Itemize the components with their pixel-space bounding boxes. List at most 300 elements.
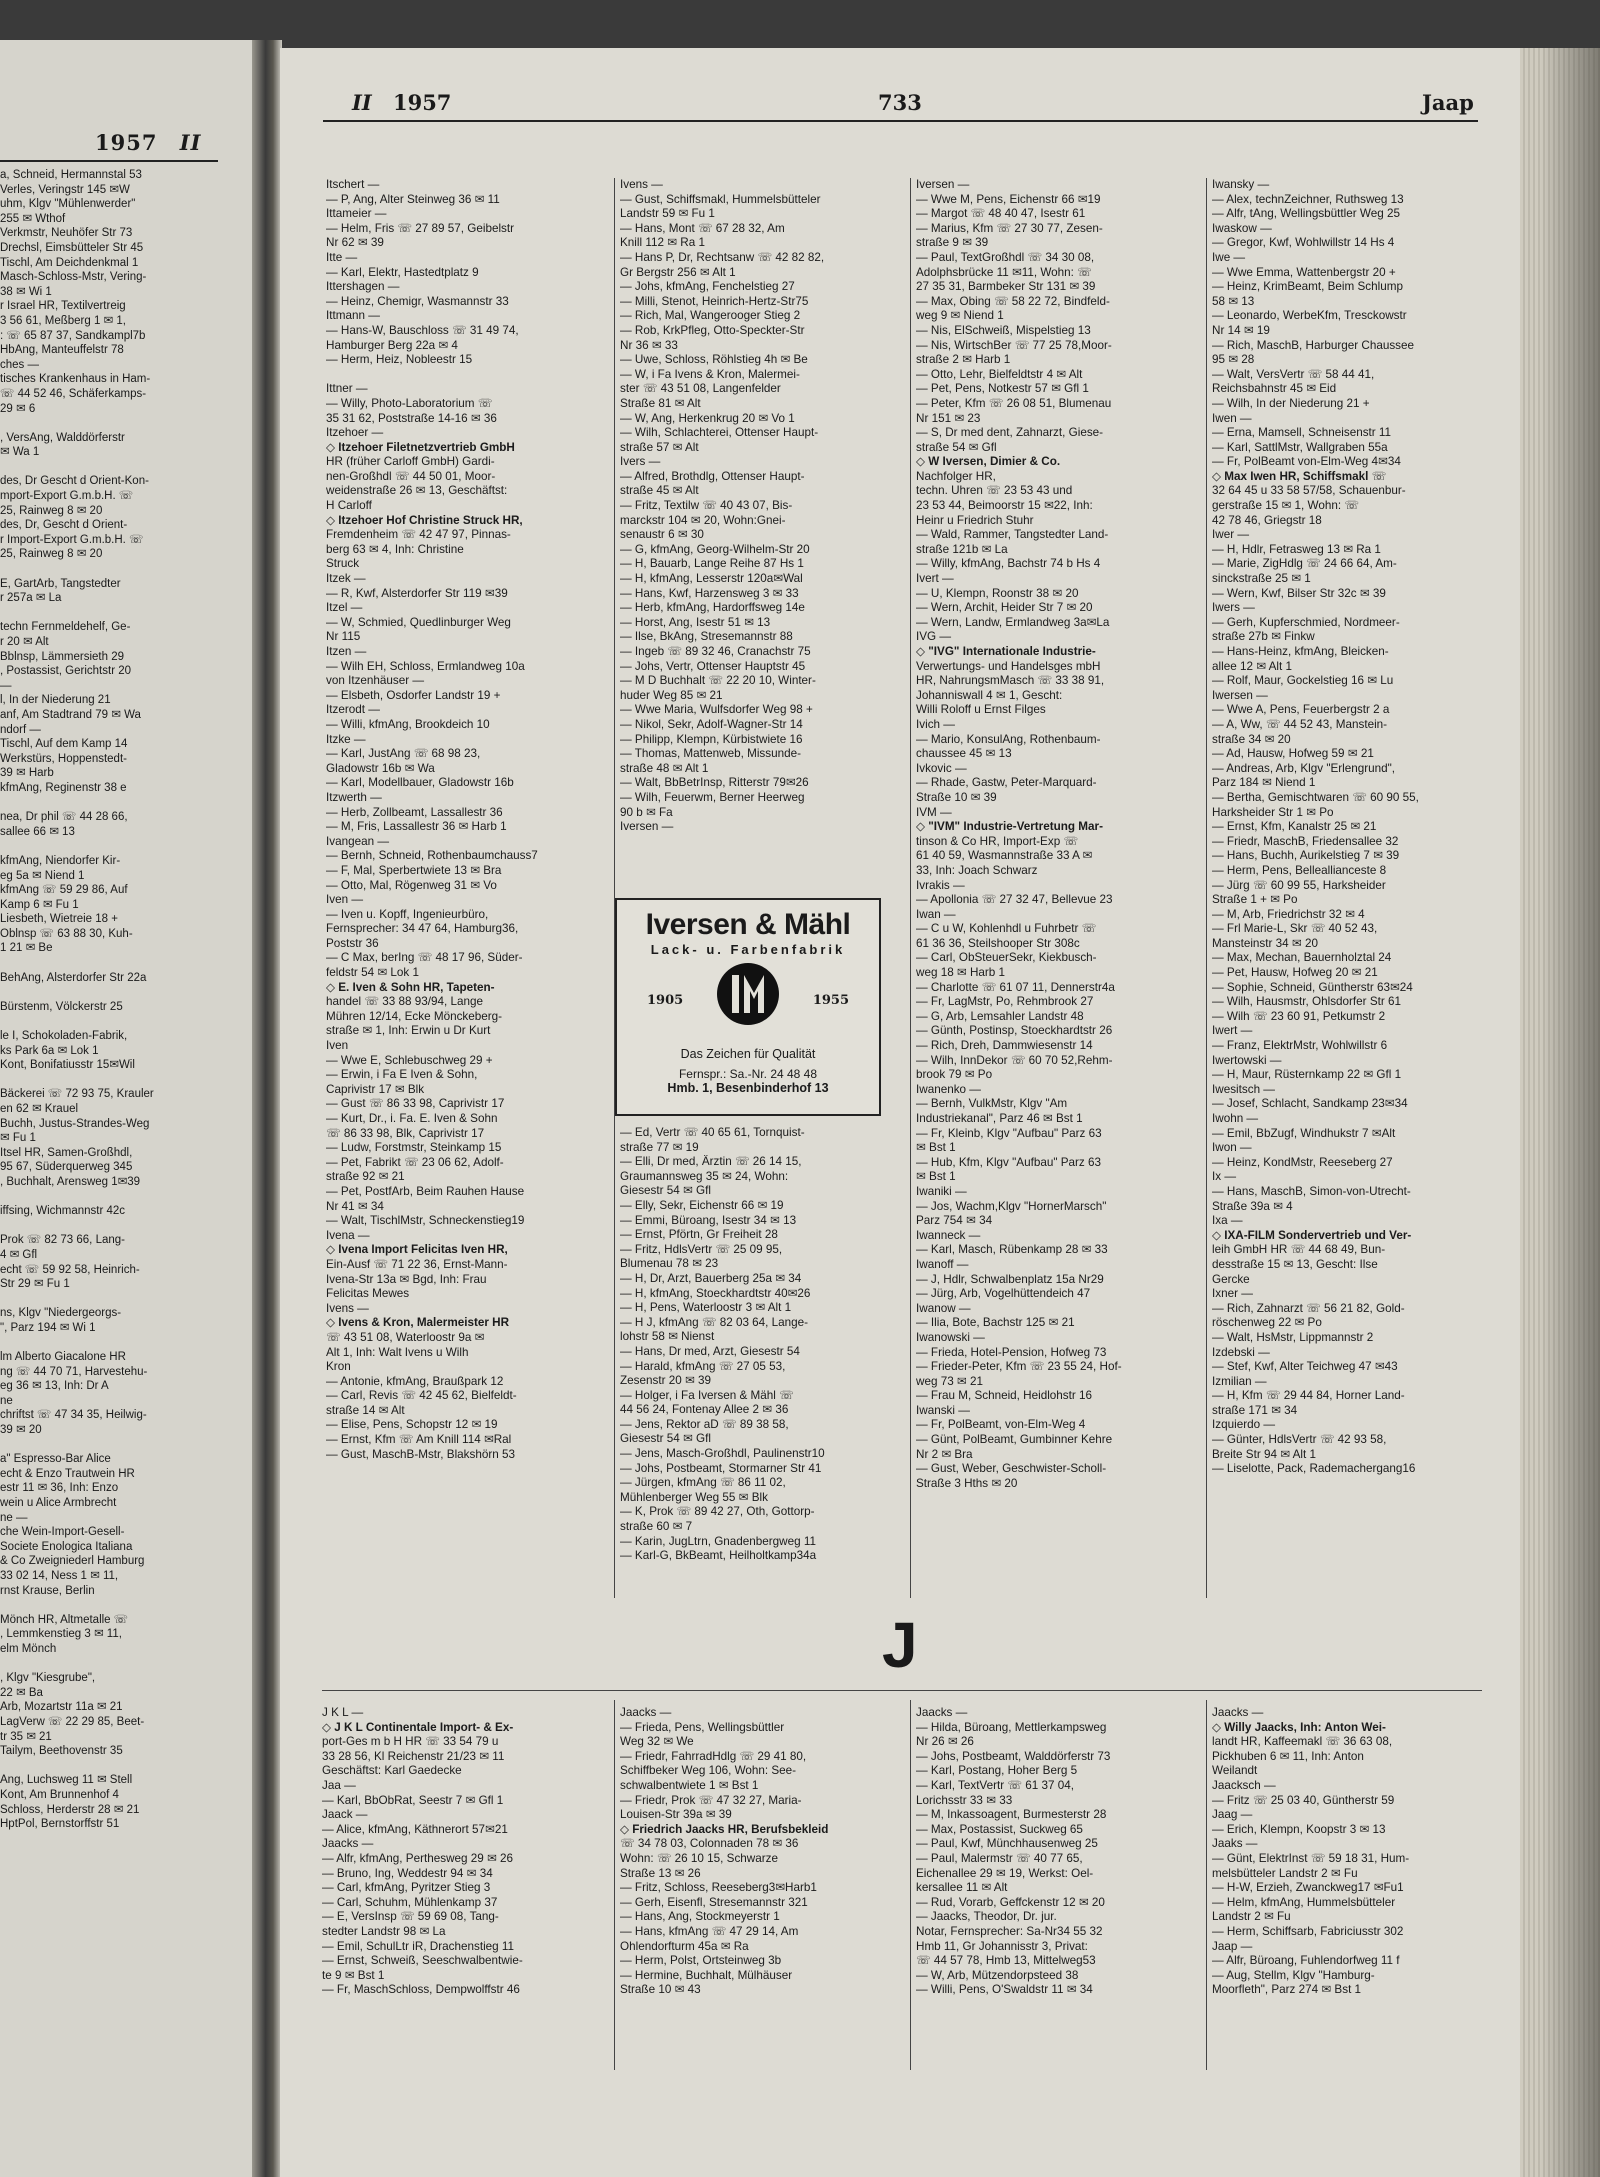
entry-line: lm Alberto Giacalone HR (0, 1351, 126, 1364)
entry-line: Wohn: ☏ 26 10 15, Schwarze (620, 1851, 778, 1865)
entry-line: — Franz, ElektrMstr, Wohlwillstr 6 (1212, 1039, 1388, 1053)
entry-line: Lorichsstr 33 ✉ 33 (916, 1793, 1013, 1807)
entry-line: stedter Landstr 98 ✉ La (322, 1924, 446, 1938)
entry-line: — Marius, Kfm ☏ 27 30 77, Zesen- (916, 221, 1103, 235)
entry-line (0, 1219, 220, 1234)
entry-line: Kont, Bonifatiusstr 15✉Wil (0, 1059, 135, 1072)
entry-line: Ivers — (620, 455, 661, 469)
entry-line: ◇ "IVG" Internationale Industrie- (916, 645, 1096, 658)
entry-line: — Hub, Kfm, Klgv "Aufbau" Parz 63 (916, 1155, 1101, 1169)
ad-logo-row (617, 961, 879, 1047)
entry-line: — E, VersInsp ☏ 59 69 08, Tang- (322, 1910, 499, 1924)
entry-line: — A, Ww, ☏ 44 52 43, Manstein- (1212, 717, 1388, 731)
entry-line: Bürstenm, Völckerstr 25 (0, 1000, 123, 1013)
entry-line: l, In der Niederung 21 (0, 694, 111, 707)
entry-line: — R, Kwf, Alsterdorfer Str 119 ✉39 (326, 586, 508, 600)
entry-line: — W, Arb, Mützendorpsteed 38 (916, 1968, 1079, 1982)
entry-line: — Erich, Klempn, Koopstr 3 ✉ 13 (1212, 1822, 1386, 1836)
entry-line: Zesenstr 20 ✉ 39 (620, 1374, 712, 1388)
entry-line: chaussee 45 ✉ 13 (916, 747, 1012, 761)
entry-line (0, 1292, 220, 1307)
entry-line: ◇ Itzehoer Filetnetzvertrieb GmbH (326, 440, 515, 454)
entry-line: — Alfr, Büroang, Fuhlendorfweg 11 f (1212, 1954, 1400, 1968)
entry-line: — Milli, Stenot, Heinrich-Hertz-Str75 (620, 294, 809, 308)
entry-line: Iwan — (916, 907, 956, 921)
entry-line: — Gerh, Eisenfl, Stresemannstr 321 (620, 1895, 808, 1909)
entry-line: — Carl, ObSteuerSekr, Kiekbusch- (916, 951, 1097, 965)
entry-line: Nr 41 ✉ 34 (326, 1199, 384, 1213)
entry-line: — Josef, Schlacht, Sandkamp 23✉34 (1212, 1097, 1408, 1111)
entry-line: — Karl, TextVertr ☏ 61 37 04, (916, 1778, 1074, 1792)
entry-line: nen-Großhdl ☏ 44 50 01, Moor- (326, 469, 496, 483)
entry-line: — Frau M, Schneid, Heidlohstr 16 (916, 1389, 1093, 1403)
entry-line: — Rolf, Maur, Gockelstieg 16 ✉ Lu (1212, 674, 1394, 688)
section-rule (322, 1690, 1482, 1691)
entry-line: — Herm, Pens, Belleallianceste 8 (1212, 863, 1387, 877)
entry-line: ◇ Ivens & Kron, Malermeister HR (326, 1316, 510, 1330)
entry-line: marckstr 104 ✉ 20, Wohn:Gnei- (620, 513, 786, 527)
entry-line: le I, Schokoladen-Fabrik, (0, 1030, 128, 1043)
entry-line: Straße 10 ✉ 39 (916, 790, 997, 804)
entry-line: IVG — (916, 630, 952, 644)
entry-line: — Rich, Mal, Wangerooger Stieg 2 (620, 309, 801, 323)
entry-line: & Co Zweigniederl Hamburg (0, 1555, 145, 1568)
entry-line: — Ilia, Bote, Bachstr 125 ✉ 21 (916, 1316, 1075, 1330)
entry-line: a, Schneid, Hermannstal 53 (0, 169, 142, 181)
entry-line: Ivena — (326, 1228, 370, 1242)
entry-line: — Carl, kfmAng, Pyritzer Stieg 3 (322, 1881, 491, 1895)
entry-line: Iwansky — (1212, 178, 1270, 191)
entry-line: Itzek — (326, 572, 366, 586)
entry-line: ches — (0, 358, 39, 371)
entry-line: Iwaniki — (916, 1184, 967, 1198)
entry-line: straße 34 ✉ 20 (1212, 732, 1291, 746)
entry-line: — Wern, Archit, Heider Str 7 ✉ 20 (916, 601, 1093, 615)
column-divider (1206, 1700, 1207, 2070)
entry-line: — Fr, PolBeamt, von-Elm-Weg 4 (916, 1418, 1086, 1432)
entry-line: — Wilh EH, Schloss, Ermlandweg 10a (326, 659, 525, 673)
entry-line: IVM — (916, 805, 952, 819)
entry-line: straße 57 ✉ Alt (620, 440, 699, 454)
entry-line: Drechsl, Eimsbütteler Str 45 (0, 241, 144, 254)
entry-line: — Alfr, tAng, Wellingsbüttler Weg 25 (1212, 207, 1400, 221)
entry-line: landt HR, Kaffeemakl ☏ 36 63 08, (1212, 1735, 1393, 1749)
entry-line: Graumannsweg 35 ✉ 24, Wohn: (620, 1169, 789, 1183)
entry-line: Knill 112 ✉ Ra 1 (620, 236, 705, 250)
entry-line: Gladowstr 16b ✉ Wa (326, 761, 435, 775)
entry-line: — Ernst, Pförtn, Gr Freiheit 28 (620, 1228, 778, 1242)
directory-column-4 (1212, 178, 1488, 1618)
entry-line: Straße 13 ✉ 26 (620, 1866, 701, 1880)
entry-line: Werkstürs, Hoppenstedt- (0, 752, 127, 765)
entry-line: — Fr, LagMstr, Po, Rehmbrook 27 (916, 995, 1094, 1009)
entry-line: Giesestr 54 ✉ Gfl (620, 1184, 711, 1198)
entry-line: ◇ Itzehoer Hof Christine Struck HR, (326, 513, 523, 527)
entry-line: Kamp 6 ✉ Fu 1 (0, 898, 79, 911)
entry-line: r 257a ✉ La (0, 592, 62, 605)
entry-line: 4 ✉ Gfl (0, 1248, 38, 1261)
page-shadow (1540, 48, 1600, 2177)
column-divider (910, 1700, 911, 2070)
j-column-3 (916, 1706, 1202, 2066)
entry-line: ◇ E. Iven & Sohn HR, Tapeten- (326, 980, 495, 994)
entry-line: estr 11 ✉ 36, Inh: Enzo (0, 1482, 119, 1495)
entry-line: eg 5a ✉ Niend 1 (0, 869, 85, 882)
entry-line: Ittmann — (326, 309, 380, 323)
entry-line: — G, kfmAng, Georg-Wilhelm-Str 20 (620, 542, 810, 556)
entry-line: Iwanow — (916, 1301, 971, 1315)
entry-line: Straße 81 ✉ Alt (620, 396, 701, 410)
entry-line: straße 14 ✉ Alt (326, 1403, 405, 1417)
entry-line: Kron (326, 1360, 351, 1374)
entry-line: — Erwin, i Fa E Iven & Sohn, (326, 1068, 478, 1082)
entry-line: Nr 26 ✉ 26 (916, 1735, 974, 1749)
entry-line: — Peter, Kfm ☏ 26 08 51, Blumenau (916, 396, 1112, 410)
entry-line: — Liselotte, Pack, Rademachergang16 (1212, 1462, 1416, 1476)
entry-line: Ix — (1212, 1170, 1237, 1184)
entry-line: — Johs, Vertr, Ottenser Hauptstr 45 (620, 659, 806, 673)
entry-line: Breite Str 94 ✉ Alt 1 (1212, 1447, 1316, 1461)
entry-line: Landstr 2 ✉ Fu (1212, 1910, 1291, 1924)
entry-line: 23 53 44, Beimoorstr 15 ✉22, Inh: (916, 499, 1093, 513)
entry-line: handel ☏ 33 88 93/94, Lange (326, 995, 483, 1009)
entry-line: — Günt, PolBeamt, Gumbinner Kehre (916, 1433, 1113, 1447)
entry-line: Itzke — (326, 732, 366, 746)
entry-line: ✉ Bst 1 (916, 1141, 956, 1155)
entry-line: Itte — (326, 250, 358, 264)
entry-line: Ang, Luchsweg 11 ✉ Stell (0, 1774, 133, 1787)
entry-line: Nr 36 ✉ 33 (620, 338, 678, 352)
header-rule (323, 120, 1478, 122)
entry-line: straße 27b ✉ Finkw (1212, 630, 1315, 644)
entry-line: Willi Roloff u Ernst Filges (916, 703, 1046, 717)
entry-line: weg 18 ✉ Harb 1 (916, 966, 1006, 980)
entry-line: , VersAng, Walddörferstr (0, 431, 125, 444)
entry-line: Iwe — (1212, 250, 1246, 264)
entry-line: te 9 ✉ Bst 1 (322, 1968, 385, 1982)
entry-line: 39 ✉ Harb (0, 767, 54, 780)
entry-line: Jaacks — (916, 1706, 968, 1719)
entry-line: 39 ✉ 20 (0, 1424, 42, 1437)
entry-line: — Ilse, BkAng, Stresemannstr 88 (620, 630, 793, 644)
entry-line: Izdebski — (1212, 1345, 1270, 1359)
entry-line: — Paul, Malermstr ☏ 40 77 65, (916, 1851, 1083, 1865)
entry-line: — Johs, Postbeamt, Stormarner Str 41 (620, 1461, 822, 1475)
entry-line: — Frl Marie-L, Skr ☏ 40 52 43, (1212, 922, 1378, 936)
entry-line: Ivich — (916, 717, 955, 731)
entry-line: ◇ Willy Jaacks, Inh: Anton Wei- (1212, 1720, 1386, 1734)
entry-line: Itzen — (326, 645, 367, 658)
entry-line: — Günt, ElektrInst ☏ 59 18 31, Hum- (1212, 1851, 1410, 1865)
entry-line: Iven — (326, 893, 364, 907)
entry-line: lohstr 58 ✉ Nienst (620, 1330, 715, 1344)
entry-line: ◇ "IVM" Industrie-Vertretung Mar- (916, 820, 1103, 834)
entry-line: — Willi, kfmAng, Brookdeich 10 (326, 717, 490, 731)
entry-line: — Pet, PostfArb, Beim Rauhen Hause (326, 1184, 525, 1198)
entry-line: , Postassist, Gerichtstr 20 (0, 665, 132, 678)
entry-line: ◇ W Iversen, Dimier & Co. (916, 455, 1061, 469)
entry-line: 27 35 31, Barmbeker Str 131 ✉ 39 (916, 280, 1096, 294)
entry-line: port-Ges m b H HR ☏ 33 54 79 u (322, 1735, 499, 1749)
entry-line: Felicitas Mewes (326, 1287, 410, 1301)
entry-line: J K L — (322, 1706, 364, 1719)
entry-line: Ohlendorfturm 45a ✉ Ra (620, 1939, 749, 1953)
entry-line: weg 73 ✉ 21 (916, 1374, 983, 1388)
entry-line: — Hans, Dr med, Arzt, Giesestr 54 (620, 1344, 800, 1358)
entry-line: — Nis, ElSchweiß, Mispelstieg 13 (916, 323, 1091, 337)
entry-line (0, 1598, 220, 1613)
entry-line: — Jens, Masch-Großhdl, Paulinenstr10 (620, 1447, 825, 1461)
entry-line: 3 56 61, Meßberg 1 ✉ 1, (0, 314, 126, 327)
entry-line: berg 63 ✉ 4, Inh: Christine (326, 542, 464, 556)
entry-line: Ivert — (916, 572, 954, 586)
entry-line: — Hans-W, Bauschloss ☏ 31 49 74, (326, 323, 519, 337)
entry-line (326, 368, 609, 383)
entry-line: Nr 14 ✉ 19 (1212, 323, 1270, 337)
entry-line: 25, Rainweg 8 ✉ 20 (0, 548, 103, 561)
entry-line: — Rich, Zahnarzt ☏ 56 21 82, Gold- (1212, 1301, 1405, 1315)
entry-line: — M, Fris, Lassallestr 36 ✉ Harb 1 (326, 820, 507, 834)
entry-line: — C Max, berIng ☏ 48 17 96, Süder- (326, 951, 523, 965)
entry-line: ◇ Max Iwen HR, Schiffsmakl ☏ (1212, 469, 1387, 483)
entry-line: — Wwe E, Schlebuschweg 29 + (326, 1053, 493, 1067)
entry-line: Itsel HR, Samen-Großhdl, (0, 1146, 133, 1159)
entry-line: melsbütteler Landstr 2 ✉ Fu (1212, 1866, 1358, 1880)
entry-line: Fremdenheim ☏ 42 47 97, Pinnas- (326, 528, 511, 542)
entry-line: allee 12 ✉ Alt 1 (1212, 659, 1292, 673)
entry-line: Iwesitsch — (1212, 1082, 1275, 1096)
entry-line: Oblnsp ☏ 63 88 30, Kuh- (0, 927, 133, 940)
entry-line: — Herm, Polst, Ortsteinweg 3b (620, 1954, 782, 1968)
directory-column-2 (620, 178, 905, 898)
entry-line: Jaacks — (1212, 1706, 1264, 1719)
entry-line: , Buchhalt, Arensweg 1✉39 (0, 1175, 141, 1188)
entry-line: wein u Alice Armbrecht (0, 1497, 117, 1510)
entry-line: — M, Arb, Friedrichstr 32 ✉ 4 (1212, 907, 1365, 921)
entry-line: — P, Ang, Alter Steinweg 36 ✉ 11 (326, 192, 500, 206)
entry-line: — Fritz, HdlsVertr ☏ 25 09 95, (620, 1242, 783, 1256)
entry-line: — Horst, Ang, Isestr 51 ✉ 13 (620, 615, 771, 629)
entry-line: — Herm, Heiz, Nobleestr 15 (326, 353, 473, 367)
entry-line: Jaacks — (322, 1837, 374, 1851)
entry-line: Johanniswall 4 ✉ 1, Gescht: (916, 688, 1063, 702)
entry-line: Iwanoff — (916, 1257, 969, 1271)
entry-line: ☏ 43 51 08, Waterloostr 9a ✉ (326, 1330, 485, 1344)
entry-line: — Elsbeth, Osdorfer Landstr 19 + (326, 688, 501, 702)
entry-line: — Rich, Dreh, Dammwiesenstr 14 (916, 1039, 1093, 1053)
entry-line: HR (früher Carloff GmbH) Gardi- (326, 455, 495, 469)
entry-line: — Elise, Pens, Schopstr 12 ✉ 19 (326, 1418, 498, 1432)
entry-line: ◇ IXA-FILM Sondervertrieb und Ver- (1212, 1228, 1412, 1242)
entry-line: — W, Ang, Herkenkrug 20 ✉ Vo 1 (620, 411, 795, 425)
entry-line: — Leonardo, WerbeKfm, Tresckowstr (1212, 309, 1407, 323)
ad-address: Hmb. 1, Besenbinderhof 13 (667, 1081, 829, 1095)
entry-line: — Friedr, MaschB, Friedensallee 32 (1212, 834, 1399, 848)
entry-line: Iversen — (620, 820, 674, 834)
entry-line: Kont, Am Brunnenhof 4 (0, 1788, 119, 1801)
entry-line: — Wwe Maria, Wulfsdorfer Weg 98 + (620, 703, 813, 717)
entry-line: — Marie, ZigHdlg ☏ 24 66 64, Am- (1212, 557, 1397, 571)
entry-line: Harksheider Str 1 ✉ Po (1212, 805, 1334, 819)
entry-line: Itschert — (326, 178, 380, 191)
directory-column-3 (916, 178, 1202, 1618)
entry-line: Verkmstr, Neuhöfer Str 73 (0, 227, 133, 240)
entry-line: sinckstraße 25 ✉ 1 (1212, 572, 1311, 586)
entry-line: ne — (0, 1511, 28, 1524)
entry-line: — Wwe Emma, Wattenbergstr 20 + (1212, 265, 1396, 279)
entry-line: — Karl, Elektr, Hastedtplatz 9 (326, 265, 479, 279)
entry-line: — Karin, JugLtrn, Gnadenbergweg 11 (620, 1534, 816, 1548)
entry-line: schwalbentwiete 1 ✉ Bst 1 (620, 1778, 759, 1792)
entry-line: Verles, Veringstr 145 ✉W (0, 183, 130, 196)
entry-line: Izquierdo — (1212, 1418, 1276, 1432)
entry-line: 42 78 46, Griegstr 18 (1212, 513, 1322, 527)
entry-line: — Herb, Zollbeamt, Lassallestr 36 (326, 805, 503, 819)
entry-line: echt ☏ 59 92 58, Heinrich- (0, 1263, 140, 1276)
entry-line: : ☏ 65 87 37, Sandkampl7b (0, 329, 146, 342)
entry-line: Tischl, Am Deichdenkmal 1 (0, 256, 139, 269)
entry-line: — Paul, Kwf, Münchhausenweg 25 (916, 1837, 1098, 1851)
entry-line: — Mario, KonsulAng, Rothenbaum- (916, 732, 1101, 746)
entry-line: Ivkovic — (916, 761, 967, 775)
entry-line: — Karl, Masch, Rübenkamp 28 ✉ 33 (916, 1243, 1108, 1257)
entry-line: Jaack — (322, 1808, 368, 1822)
entry-line: Weilandt (1212, 1764, 1258, 1778)
entry-line: Nr 151 ✉ 23 (916, 411, 981, 425)
entry-line: Jaap — (1212, 1939, 1253, 1953)
entry-line: röschenweg 22 ✉ Po (1212, 1316, 1322, 1330)
entry-line: echt & Enzo Trautwein HR (0, 1467, 135, 1480)
entry-line: kfmAng, Reginenstr 38 e (0, 781, 127, 794)
entry-line: — Herm, Schiffsarb, Fabriciusstr 302 (1212, 1924, 1404, 1938)
entry-line (0, 1438, 220, 1453)
entry-line: Iwon — (1212, 1141, 1252, 1155)
column-divider (614, 1700, 615, 2070)
j-column-1 (322, 1706, 612, 2066)
entry-line: Straße 39a ✉ 4 (1212, 1199, 1293, 1213)
entry-line: eg 36 ✉ 13, Inh: Dr A (0, 1380, 109, 1393)
entry-line: — Bernh, Schneid, Rothenbaumchauss7 (326, 849, 538, 863)
entry-line: — Rhade, Gastw, Peter-Marquard- (916, 776, 1097, 790)
entry-line: che Wein-Import-Gesell- (0, 1526, 125, 1539)
entry-line: straße 60 ✉ 7 (620, 1520, 693, 1534)
entry-line: straße 171 ✉ 34 (1212, 1403, 1298, 1417)
entry-line: Straße 1 + ✉ Po (1212, 893, 1298, 907)
entry-line: — Alice, kfmAng, Käthnerort 57✉21 (322, 1822, 508, 1836)
entry-line: 61 36 36, Steilshooper Str 308c (916, 936, 1080, 950)
entry-line: tr 35 ✉ 21 (0, 1730, 52, 1743)
entry-line: feldstr 54 ✉ Lok 1 (326, 966, 419, 980)
entry-line: straße 48 ✉ Alt 1 (620, 761, 709, 775)
entry-line: — Wilh, InnDekor ☏ 60 70 52,Rehm- (916, 1053, 1113, 1067)
entry-line: straße 92 ✉ 21 (326, 1170, 405, 1184)
entry-line: Str 29 ✉ Fu 1 (0, 1278, 70, 1291)
entry-line: — Thomas, Mattenweb, Missunde- (620, 747, 802, 761)
entry-line: kfmAng ☏ 59 29 86, Auf (0, 884, 128, 897)
entry-line: — Fr, Kleinb, Klgv "Aufbau" Parz 63 (916, 1126, 1102, 1140)
entry-line: — Fritz, Schloss, Reeseberg3✉Harb1 (620, 1881, 817, 1895)
entry-line: — Sophie, Schneid, Güntherstr 63✉24 (1212, 980, 1413, 994)
entry-line: — Otto, Lehr, Bielfeldtstr 4 ✉ Alt (916, 367, 1083, 381)
entry-line: ne (0, 1394, 13, 1407)
entry-line: Iwer — (1212, 528, 1250, 542)
entry-line: Straße 3 Hths ✉ 20 (916, 1476, 1018, 1490)
entry-line: — Elli, Dr med, Ärztin ☏ 26 14 15, (620, 1155, 802, 1169)
entry-line: Iwanneck — (916, 1228, 981, 1242)
entry-line: , Klgv "Kiesgrube", (0, 1672, 96, 1685)
entry-line: straße 9 ✉ 39 (916, 236, 989, 250)
entry-line: — Rich, MaschB, Harburger Chaussee (1212, 338, 1415, 352)
entry-line: — Willy, kfmAng, Bachstr 74 b Hs 4 (916, 557, 1101, 571)
page-header-left (352, 90, 451, 115)
entry-line (0, 1336, 220, 1351)
entry-line: — Stef, Kwf, Alter Teichweg 47 ✉43 (1212, 1360, 1398, 1374)
entry-line: Izmilian — (1212, 1374, 1267, 1388)
entry-line: — Walt, BbBetrInsp, Ritterstr 79✉26 (620, 776, 809, 790)
entry-line: Itzwerth — (326, 790, 382, 804)
entry-line: Verwertungs- und Handelsges mbH (916, 659, 1101, 673)
entry-line: — Fritz, Textilw ☏ 40 43 07, Bis- (620, 499, 793, 513)
entry-line (0, 606, 220, 621)
entry-line: — Helm, kfmAng, Hummelsbütteler (1212, 1895, 1396, 1909)
entry-line: straße 45 ✉ Alt (620, 484, 699, 498)
entry-line (0, 839, 220, 854)
entry-line: — H, Dr, Arzt, Bauerberg 25a ✉ 34 (620, 1271, 802, 1285)
entry-line: anf, Am Stadtrand 79 ✉ Wa (0, 708, 141, 721)
entry-line: — Hans, Ang, Stockmeyerstr 1 (620, 1910, 780, 1924)
entry-line: Ivena-Str 13a ✉ Bgd, Inh: Frau (326, 1272, 487, 1286)
entry-line: Societe Enologica Italiana (0, 1540, 133, 1553)
im-logo-icon (715, 961, 781, 1027)
entry-line: — Friedr, Prok ☏ 47 32 27, Maria- (620, 1793, 802, 1807)
entry-line: Jaacks — (620, 1706, 672, 1719)
entry-line: — Walt, TischlMstr, Schneckenstieg19 (326, 1214, 525, 1228)
entry-line: chriftst ☏ 47 34 35, Heilwig- (0, 1409, 147, 1422)
entry-line: — Ludw, Forstmstr, Steinkamp 15 (326, 1141, 502, 1155)
entry-line: Blumenau 78 ✉ 23 (620, 1257, 719, 1271)
entry-line: Hamburger Berg 22a ✉ 4 (326, 338, 458, 352)
entry-line: 33, Inh: Joach Schwarz (916, 863, 1038, 877)
entry-line: Moorfleth", Parz 274 ✉ Bst 1 (1212, 1983, 1362, 1997)
entry-line: — Heinz, Chemigr, Wasmannstr 33 (326, 294, 509, 308)
entry-line: — W, i Fa Ivens & Kron, Malermei- (620, 367, 800, 381)
entry-line: ✉ Bst 1 (916, 1170, 956, 1184)
entry-line: Landstr 59 ✉ Fu 1 (620, 207, 715, 221)
entry-line: — Carl, Schuhm, Mühlenkamp 37 (322, 1895, 498, 1909)
entry-line: des, Dr, Gescht d Orient- (0, 519, 128, 532)
entry-line: uhm, Klgv "Mühlenwerder" (0, 198, 136, 211)
entry-line (0, 985, 220, 1000)
page-number: 733 (878, 90, 922, 115)
entry-line: Giesestr 54 ✉ Gfl (620, 1432, 711, 1446)
entry-line: Struck (326, 557, 360, 571)
entry-line: — Karl, Modellbauer, Gladowstr 16b (326, 776, 514, 790)
entry-line: — Pet, Hausw, Hofweg 20 ✉ 21 (1212, 966, 1378, 980)
ad-slogan: Das Zeichen für Qualität (680, 1047, 816, 1061)
entry-line: — Pet, Fabrikt ☏ 23 06 62, Adolf- (326, 1155, 504, 1169)
entry-line: — Fr, PolBeamt von-Elm-Weg 4✉34 (1212, 455, 1401, 469)
entry-line: — M D Buchhalt ☏ 22 20 10, Winter- (620, 674, 816, 688)
entry-line: straße 77 ✉ 19 (620, 1140, 699, 1154)
entry-line: — H J, kfmAng ☏ 82 03 64, Lange- (620, 1315, 809, 1329)
entry-line: — Pet, Pens, Notkestr 57 ✉ Gfl 1 (916, 382, 1089, 396)
entry-line: — Gerh, Kupferschmied, Nordmeer- (1212, 615, 1400, 629)
entry-line: — Rob, KrkPfleg, Otto-Speckter-Str (620, 323, 805, 337)
left-page-header-rule (0, 160, 218, 162)
entry-line: — Hans, Kwf, Harzensweg 3 ✉ 33 (620, 586, 799, 600)
entry-line: — H, Pens, Waterloostr 3 ✉ Alt 1 (620, 1301, 792, 1315)
entry-line: Mühlenberger Weg 55 ✉ Blk (620, 1490, 768, 1504)
